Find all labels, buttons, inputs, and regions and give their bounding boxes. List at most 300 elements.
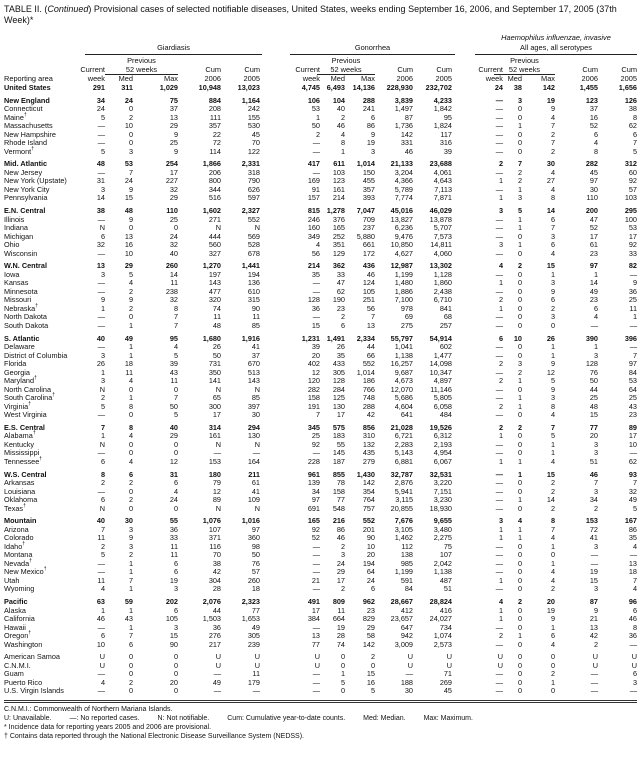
- table-cell: —: [312, 286, 320, 296]
- table-cell: 87: [589, 597, 598, 607]
- area-name: Mississippi: [4, 448, 40, 458]
- table-cell: 180: [208, 469, 221, 479]
- table-cell: 345: [307, 422, 320, 432]
- table-cell: 4: [550, 167, 555, 177]
- table-cell: 228: [307, 456, 320, 466]
- table-cell: 3: [517, 193, 522, 203]
- table-cell: 1,014: [356, 159, 375, 169]
- table-cell: 0: [128, 129, 133, 139]
- table-cell: 17: [628, 431, 637, 441]
- table-cell: 37: [589, 104, 598, 114]
- table-cell: 2: [340, 112, 345, 122]
- table-cell: 0: [517, 410, 522, 420]
- table-cell: 24: [494, 83, 503, 92]
- table-cell: 62: [628, 121, 637, 131]
- table-cell: U: [99, 660, 105, 670]
- table-cell: 0: [517, 558, 522, 568]
- table-cell: —: [97, 320, 105, 330]
- table-cell: —: [495, 439, 503, 449]
- table-cell: 24: [124, 95, 133, 105]
- table-cell: 251: [362, 295, 375, 305]
- table-cell: 18: [628, 567, 637, 577]
- table-cell: 15: [546, 469, 555, 479]
- table-cell: 1: [550, 541, 555, 551]
- table-cell: 172: [362, 248, 375, 258]
- table-cell: —: [97, 567, 105, 577]
- table-cell: 1: [593, 342, 598, 352]
- table-cell: 155: [247, 112, 260, 122]
- legend-item: Cum: Cumulative year-to-date counts.: [227, 714, 346, 722]
- table-cell: 602: [439, 342, 452, 352]
- area-name: Indiana: [4, 223, 28, 233]
- table-cell: 4: [173, 486, 178, 496]
- table-cell: 6: [128, 469, 133, 479]
- table-cell: 158: [307, 393, 320, 403]
- table-cell: 0: [517, 677, 522, 687]
- table-cell: 17: [336, 410, 345, 420]
- table-cell: 393: [362, 193, 375, 203]
- table-cell: U: [592, 660, 598, 670]
- row-label: [4, 147, 34, 156]
- table-cell: 57: [628, 184, 637, 194]
- table-cell: —: [97, 669, 105, 679]
- table-cell: 29: [169, 431, 178, 441]
- table-row: [0, 193, 640, 202]
- table-cell: 1,016: [241, 516, 260, 526]
- table-cell: 4: [498, 597, 503, 607]
- table-cell: 13,878: [429, 214, 452, 224]
- table-cell: 36: [628, 286, 637, 296]
- table-row: [0, 410, 640, 419]
- table-cell: 30: [589, 184, 598, 194]
- table-cell: 1: [128, 584, 133, 594]
- table-cell: 7: [550, 422, 555, 432]
- table-cell: 1,462: [394, 533, 413, 543]
- table-cell: 1,653: [241, 614, 260, 624]
- footnote-marker: †: [28, 630, 32, 637]
- area-name: Ohio: [4, 240, 20, 250]
- table-cell: 161: [208, 431, 221, 441]
- table-cell: 4,745: [301, 83, 320, 92]
- area-name: New York City: [4, 184, 50, 194]
- table-cell: 242: [247, 104, 260, 114]
- table-cell: 6: [370, 112, 375, 122]
- table-cell: 63: [96, 597, 105, 607]
- table-cell: 18: [124, 359, 133, 369]
- table-cell: —: [629, 686, 637, 696]
- table-cell: 4: [340, 129, 345, 139]
- table-cell: 38: [513, 83, 522, 92]
- table-cell: 4,366: [394, 176, 413, 186]
- table-cell: 6: [550, 214, 555, 224]
- table-cell: 0: [550, 550, 555, 560]
- table-cell: 748: [362, 393, 375, 403]
- table-cell: 13: [628, 558, 637, 568]
- table-cell: 260: [165, 261, 178, 271]
- table-cell: 288: [362, 401, 375, 411]
- table-cell: 9: [128, 184, 133, 194]
- header-2005: 2005: [620, 74, 637, 83]
- table-cell: 45: [589, 167, 598, 177]
- table-cell: 3: [550, 393, 555, 403]
- table-cell: 12: [169, 456, 178, 466]
- table-cell: 0: [517, 605, 522, 615]
- table-cell: 254: [165, 159, 178, 169]
- table-cell: 4,627: [394, 248, 413, 258]
- table-cell: 89: [628, 422, 637, 432]
- table-cell: 55: [169, 516, 178, 526]
- table-cell: 41: [589, 533, 598, 543]
- area-name: New England: [4, 95, 50, 105]
- table-cell: 3: [128, 524, 133, 534]
- table-cell: 92: [628, 176, 637, 186]
- table-cell: 72: [212, 138, 221, 148]
- table-cell: 49: [628, 495, 637, 505]
- table-cell: 40: [169, 422, 178, 432]
- table-cell: —: [495, 223, 503, 233]
- table-cell: 23,688: [429, 159, 452, 169]
- area-name: Arizona: [4, 524, 29, 534]
- table-cell: 1: [498, 614, 503, 624]
- table-cell: —: [97, 286, 105, 296]
- table-cell: 31: [96, 176, 105, 186]
- table-cell: 3: [593, 541, 598, 551]
- table-cell: 30: [404, 686, 413, 696]
- table-cell: 29: [366, 622, 375, 632]
- table-cell: 153: [585, 516, 598, 526]
- table-cell: 1,886: [394, 286, 413, 296]
- table-cell: 9: [370, 129, 375, 139]
- table-cell: 591: [400, 575, 413, 585]
- table-cell: 76: [589, 367, 598, 377]
- table-cell: —: [495, 112, 503, 122]
- header-max: Max: [541, 74, 555, 83]
- table-cell: 1: [517, 184, 522, 194]
- table-cell: 18,930: [429, 503, 452, 513]
- table-cell: 1: [128, 567, 133, 577]
- table-cell: 11: [337, 605, 345, 615]
- table-cell: 238: [165, 286, 178, 296]
- table-cell: 23: [366, 605, 375, 615]
- table-cell: 77: [589, 422, 598, 432]
- table-cell: 82: [628, 261, 637, 271]
- table-cell: 48: [96, 159, 105, 169]
- table-cell: 2: [340, 541, 345, 551]
- table-cell: 9: [550, 614, 555, 624]
- row-label: [4, 504, 26, 513]
- table-cell: 52: [589, 121, 598, 131]
- table-cell: 3: [550, 231, 555, 241]
- table-cell: 1: [498, 303, 503, 313]
- table-cell: 5: [550, 376, 555, 386]
- table-cell: 0: [517, 146, 522, 156]
- table-cell: 4: [632, 584, 637, 594]
- table-cell: 92: [628, 240, 637, 250]
- table-cell: 69: [404, 312, 413, 322]
- table-cell: —: [629, 342, 637, 352]
- table-cell: —: [97, 558, 105, 568]
- table-cell: 611: [333, 159, 345, 169]
- table-cell: 84: [628, 367, 637, 377]
- table-cell: 4: [593, 138, 598, 148]
- table-cell: 4,060: [433, 248, 452, 258]
- area-name: New York (Upstate): [4, 176, 67, 186]
- table-cell: 15: [124, 193, 133, 203]
- footnote-marker: †: [28, 400, 31, 407]
- table-cell: 316: [439, 138, 452, 148]
- table-cell: 7: [173, 393, 178, 403]
- table-cell: 54,914: [429, 333, 452, 343]
- table-cell: 1,455: [579, 83, 598, 92]
- table-cell: 11: [252, 669, 260, 679]
- table-cell: —: [495, 567, 503, 577]
- table-cell: 1,736: [394, 121, 413, 131]
- table-cell: 6,493: [326, 83, 345, 92]
- table-cell: 11: [97, 533, 105, 543]
- table-cell: 0: [517, 350, 522, 360]
- table-cell: 433: [332, 359, 345, 369]
- row-label: [4, 193, 47, 202]
- table-cell: 39: [169, 359, 178, 369]
- table-cell: 18: [251, 584, 260, 594]
- table-cell: 16: [366, 677, 375, 687]
- table-cell: 8: [632, 622, 637, 632]
- table-cell: 978: [400, 303, 413, 313]
- area-name: California: [4, 614, 35, 624]
- table-cell: 6: [550, 295, 555, 305]
- table-cell: 3: [550, 278, 555, 288]
- table-cell: 0: [128, 503, 133, 513]
- table-cell: —: [252, 448, 260, 458]
- area-name: Alabama: [4, 431, 33, 441]
- area-name: Kansas: [4, 278, 29, 288]
- table-cell: 141: [208, 376, 221, 386]
- table-cell: 1: [550, 269, 555, 279]
- table-cell: 165: [332, 223, 345, 233]
- table-cell: 1: [550, 439, 555, 449]
- table-cell: N: [99, 223, 105, 233]
- table-cell: 14: [589, 278, 598, 288]
- table-cell: 6: [100, 456, 105, 466]
- table-cell: 61: [251, 478, 260, 488]
- table-cell: 664: [332, 614, 345, 624]
- area-name: Maryland: [4, 376, 35, 386]
- table-cell: 1: [550, 350, 555, 360]
- table-cell: 57: [251, 567, 260, 577]
- area-name: Nevada: [4, 558, 30, 568]
- table-cell: 7: [632, 575, 637, 585]
- table-cell: 90: [251, 303, 260, 313]
- table-cell: 477: [208, 286, 221, 296]
- table-cell: 1,199: [394, 269, 413, 279]
- table-cell: 2: [100, 393, 105, 403]
- table-cell: 129: [332, 248, 345, 258]
- area-name: Alaska: [4, 605, 26, 615]
- table-cell: 24: [169, 231, 178, 241]
- table-cell: 9: [100, 295, 105, 305]
- table-cell: 25: [628, 393, 637, 403]
- table-cell: 800: [208, 176, 221, 186]
- area-name: C.N.M.I.: [4, 660, 31, 670]
- table-cell: 269: [439, 677, 452, 687]
- table-cell: 0: [173, 686, 178, 696]
- table-cell: 11: [170, 278, 178, 288]
- group-underline: [290, 54, 455, 55]
- table-cell: 2: [517, 597, 522, 607]
- table-cell: 22: [212, 129, 221, 139]
- table-cell: 6: [340, 320, 345, 330]
- table-cell: 327: [208, 248, 221, 258]
- table-cell: 27: [546, 176, 555, 186]
- table-cell: —: [97, 121, 105, 131]
- table-cell: U: [99, 652, 105, 662]
- table-cell: 48: [124, 206, 133, 216]
- group-underline: [475, 54, 637, 55]
- table-cell: 16: [124, 240, 133, 250]
- table-cell: 79: [212, 478, 221, 488]
- table-cell: 0: [517, 320, 522, 330]
- table-cell: —: [312, 558, 320, 568]
- table-cell: 5: [340, 677, 345, 687]
- footnote-marker: †: [52, 392, 56, 399]
- table-cell: —: [97, 248, 105, 258]
- table-cell: 6: [100, 631, 105, 641]
- table-cell: 50: [311, 121, 320, 131]
- table-cell: —: [312, 138, 320, 148]
- table-cell: 2: [517, 176, 522, 186]
- table-cell: 1: [128, 393, 133, 403]
- table-cell: 829: [362, 614, 375, 624]
- table-cell: 103: [624, 193, 637, 203]
- table-cell: 5: [100, 146, 105, 156]
- table-cell: 92: [311, 524, 320, 534]
- table-cell: 29: [336, 567, 345, 577]
- table-cell: —: [312, 278, 320, 288]
- table-cell: 1,231: [301, 333, 320, 343]
- table-cell: 104: [332, 95, 345, 105]
- table-cell: N: [215, 439, 221, 449]
- table-cell: 19,526: [429, 422, 452, 432]
- table-cell: 46: [404, 146, 413, 156]
- table-cell: —: [495, 550, 503, 560]
- table-cell: 371: [208, 533, 221, 543]
- table-cell: 528: [247, 240, 260, 250]
- table-cell: 11,146: [430, 384, 452, 394]
- table-cell: 560: [208, 240, 221, 250]
- table-cell: 397: [247, 401, 260, 411]
- area-name: Oregon: [4, 631, 29, 641]
- table-cell: 24: [336, 558, 345, 568]
- table-cell: —: [495, 469, 503, 479]
- table-cell: 76: [251, 558, 260, 568]
- table-cell: 0: [128, 439, 133, 449]
- table-cell: 0: [128, 448, 133, 458]
- table-cell: 7: [550, 223, 555, 233]
- table-cell: 1,076: [202, 516, 221, 526]
- table-cell: 0: [517, 541, 522, 551]
- table-cell: 96: [628, 597, 637, 607]
- table-cell: 3: [173, 584, 178, 594]
- table-cell: 17: [311, 605, 320, 615]
- table-cell: 143: [247, 376, 260, 386]
- area-name: North Dakota: [4, 312, 47, 322]
- table-cell: —: [495, 393, 503, 403]
- table-cell: —: [495, 686, 503, 696]
- table-cell: 0: [340, 652, 345, 662]
- table-cell: 8: [340, 138, 345, 148]
- table-cell: 124: [362, 278, 375, 288]
- table-cell: 17: [336, 575, 345, 585]
- table-cell: 2: [550, 129, 555, 139]
- table-cell: 7: [550, 138, 555, 148]
- table-cell: 2,438: [433, 286, 452, 296]
- table-cell: 0: [128, 686, 133, 696]
- table-cell: 40: [96, 516, 105, 526]
- table-cell: 360: [247, 533, 260, 543]
- table-cell: 62: [628, 456, 637, 466]
- table-cell: —: [213, 686, 221, 696]
- table-cell: 0: [173, 503, 178, 513]
- table-cell: 3,204: [394, 167, 413, 177]
- table-cell: 9,687: [394, 367, 413, 377]
- table-cell: 1,824: [433, 121, 452, 131]
- table-cell: 4: [550, 567, 555, 577]
- table-cell: 61: [589, 240, 598, 250]
- table-cell: 37: [169, 104, 178, 114]
- table-cell: 191: [307, 401, 320, 411]
- table-cell: —: [97, 138, 105, 148]
- table-cell: 516: [208, 193, 221, 203]
- row-label: [4, 640, 42, 649]
- table-cell: 97: [251, 524, 260, 534]
- table-cell: 0: [550, 660, 555, 670]
- table-cell: 1: [315, 112, 320, 122]
- table-cell: 0: [517, 248, 522, 258]
- table-cell: 13,302: [429, 261, 452, 271]
- table-cell: 143: [208, 278, 221, 288]
- table-cell: 318: [247, 167, 260, 177]
- table-cell: 0: [173, 652, 178, 662]
- table-cell: 6: [593, 129, 598, 139]
- table-cell: 6: [498, 333, 503, 343]
- area-name: New Mexico: [4, 567, 44, 577]
- table-cell: 97: [628, 359, 637, 369]
- table-cell: 4: [550, 248, 555, 258]
- table-cell: 1: [517, 240, 522, 250]
- table-cell: 40: [169, 248, 178, 258]
- table-cell: 23: [336, 303, 345, 313]
- table-cell: —: [495, 312, 503, 322]
- table-cell: 2: [370, 652, 375, 662]
- table-cell: 491: [307, 597, 320, 607]
- table-cell: 2: [100, 478, 105, 488]
- table-cell: 6: [100, 495, 105, 505]
- table-cell: 315: [247, 295, 260, 305]
- table-cell: 32: [96, 240, 105, 250]
- table-cell: —: [495, 350, 503, 360]
- table-cell: —: [495, 214, 503, 224]
- table-cell: 0: [128, 104, 133, 114]
- table-cell: —: [213, 669, 221, 679]
- table-cell: 15: [169, 631, 178, 641]
- area-name: Michigan: [4, 231, 34, 241]
- area-name: Virginia: [4, 401, 29, 411]
- table-cell: 138: [400, 550, 413, 560]
- table-cell: 0: [128, 138, 133, 148]
- table-cell: 790: [247, 176, 260, 186]
- table-cell: 6: [173, 478, 178, 488]
- table-cell: 48: [589, 401, 598, 411]
